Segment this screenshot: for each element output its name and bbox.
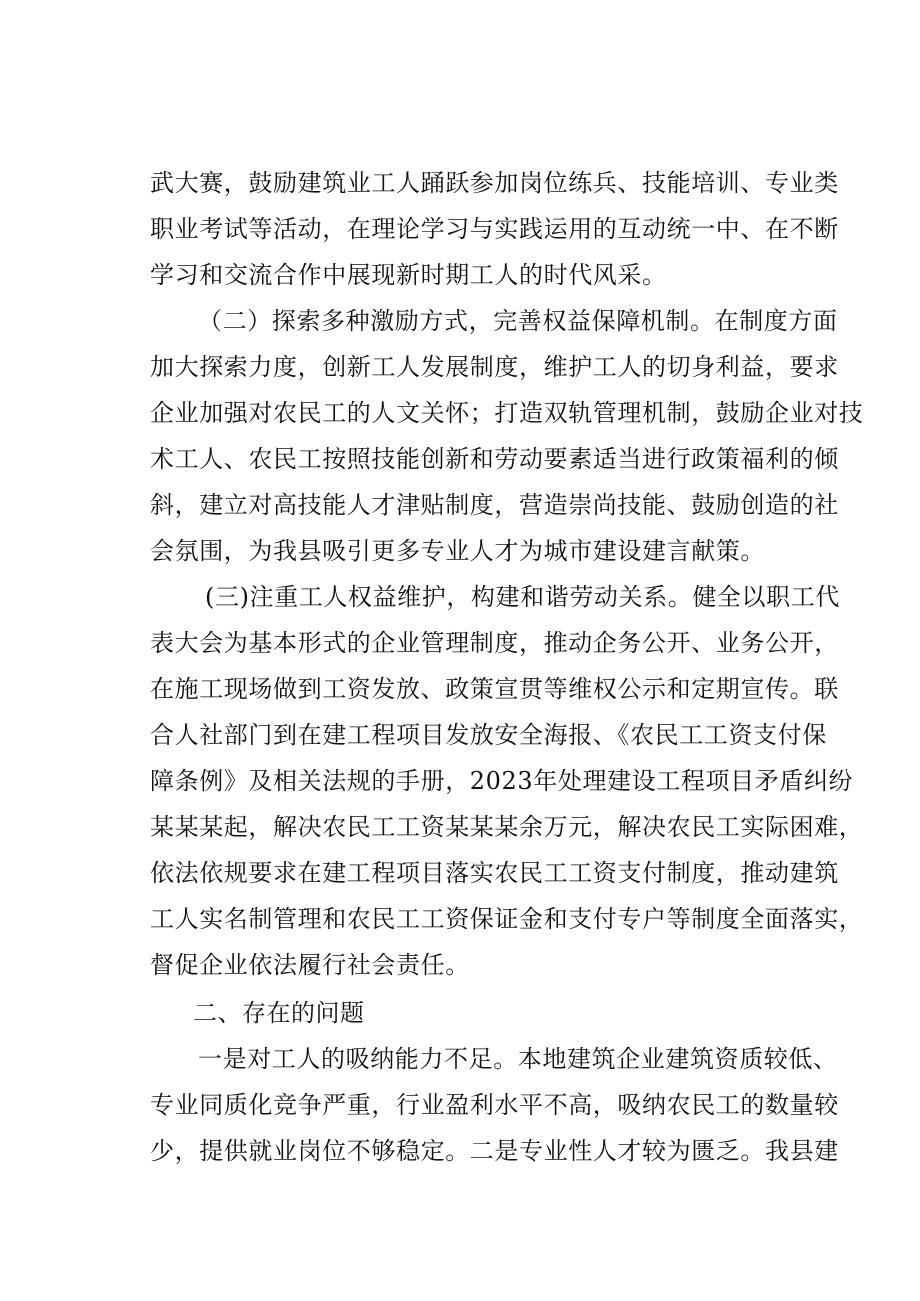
paragraph-line: 职业考试等活动，在理论学习与实践运用的互动统一中、在不断 — [150, 215, 839, 243]
paragraph-line: 企业加强对农民工的人文关怀；打造双轨管理机制，鼓励企业对技 — [150, 399, 864, 427]
paragraph-line: 障条例》及相关法规的手册，2023年处理建设工程项目矛盾纠纷 — [150, 767, 854, 795]
paragraph-line: 依法依规要求在建工程项目落实农民工工资支付制度，推动建筑 — [150, 859, 839, 887]
paragraph-line: 在施工现场做到工资发放、政策宣贯等维权公示和定期宣传。联 — [150, 675, 839, 703]
paragraph-line: 专业同质化竞争严重，行业盈利水平不高，吸纳农民工的数量较 — [150, 1091, 839, 1119]
paragraph-line: 督促企业依法履行社会责任。 — [150, 951, 470, 979]
paragraph-line: 工人实名制管理和农民工工资保证金和支付专户等制度全面落实， — [150, 905, 864, 933]
paragraph-line: 加大探索力度，创新工人发展制度，维护工人的切身利益，要求 — [150, 353, 839, 381]
paragraph-line: 少，提供就业岗位不够稳定。二是专业性人才较为匮乏。我县建 — [150, 1137, 839, 1165]
paragraph-line: 斜，建立对高技能人才津贴制度，营造崇尚技能、鼓励创造的社 — [150, 491, 839, 519]
paragraph-line: 武大赛，鼓励建筑业工人踊跃参加岗位练兵、技能培训、专业类 — [150, 169, 839, 197]
section-heading: 二、存在的问题 — [193, 999, 365, 1027]
paragraph-line: 会氛围，为我县吸引更多专业人才为城市建设建言献策。 — [150, 537, 765, 565]
paragraph-line: 学习和交流合作中展现新时期工人的时代风采。 — [150, 261, 667, 289]
paragraph-line: 术工人、农民工按照技能创新和劳动要素适当进行政策福利的倾 — [150, 445, 839, 473]
paragraph-line-section-2-start: （二）探索多种激励方式，完善权益保障机制。在制度方面 — [198, 307, 838, 335]
paragraph-line: 表大会为基本形式的企业管理制度，推动企务公开、业务公开， — [150, 629, 839, 657]
paragraph-line: 合人社部门到在建工程项目发放安全海报、《农民工工资支付保 — [150, 721, 827, 749]
paragraph-line-section-3-start: (三)注重工人权益维护，构建和谐劳动关系。健全以职工代 — [205, 583, 840, 611]
paragraph-line: 某某某起，解决农民工工资某某某余万元，解决农民工实际困难， — [150, 813, 864, 841]
paragraph-line-problems-start: 一是对工人的吸纳能力不足。本地建筑企业建筑资质较低、 — [198, 1045, 838, 1073]
